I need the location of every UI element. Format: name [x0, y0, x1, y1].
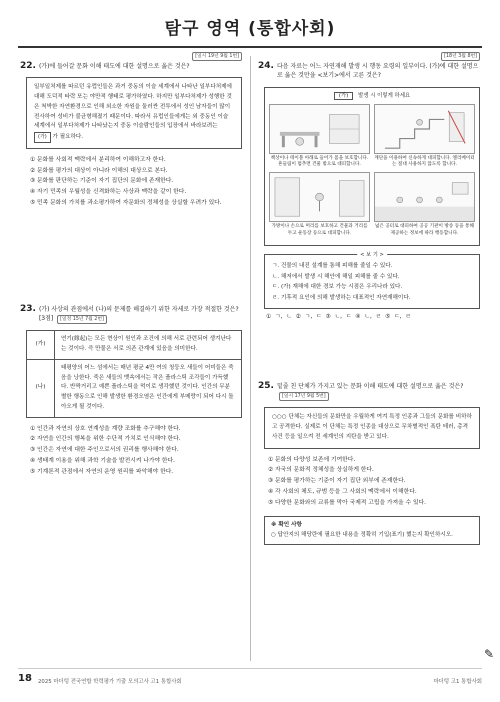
page-header [0, 14, 500, 39]
q24-figure-row-1 [269, 104, 475, 170]
q24-bogi-2: ㄴ. 해저에서 발생 시 해안에 해일 피해를 줄 수 있다. [272, 273, 400, 280]
q24-caption-4: 넓은 공터로 대피하여 공공 기관이 방송 등을 통해 제공하는 정보에 따라 행동합니다. [375, 224, 474, 237]
q24-caption-1: 책상이나 테이블 아래로 들어가 몸을 보호합니다. 흔들림이 멈추면 건물 밖으로 대피합니다. [270, 155, 369, 168]
q25-passage: ○○○ 단체는 자신들의 문화만을 우월하게 여겨 특정 인종과 그들의 문화를 비하하고 공격한다. 실제로 이 단체는 특정 인종을 대상으로 무차별적인 폭탄 테러, 총격 사건 등을 일으켜 전 세계인의 지탄을 받고 있다. [272, 414, 472, 440]
q24-figure-title-text: 발생 시 이렇게 하세요 [358, 92, 411, 99]
q25-choice-4[interactable]: ④ 각 사회의 체도, 규범 등을 그 사회의 맥락에서 이해한다. [268, 488, 417, 495]
q25-choices [268, 455, 480, 509]
page-corner-icon: ✎ [484, 647, 495, 661]
q23-prompt-text: (가) 사상의 관점에서 (나)의 문제를 해결하기 위한 자세로 가장 적절한 것은? [3점] [38, 305, 239, 322]
q23-row-b [27, 359, 242, 417]
q25-prompt-text: 밑줄 친 단체가 가지고 있는 문화 이해 태도에 대한 설명으로 옳은 것은? [276, 382, 464, 390]
q24-panel-2 [374, 104, 475, 170]
q25-choice-3[interactable]: ③ 문화를 평가하는 기준이 자기 집단 외부에 존재한다. [268, 478, 406, 485]
q24-panel-3-illustration [269, 172, 370, 222]
question-24 [258, 54, 480, 322]
q23-number: 23. [20, 303, 36, 314]
q25-choice-1[interactable]: ① 문화의 다양성 보존에 기여한다. [268, 456, 356, 463]
page-number: 18 [18, 673, 32, 684]
q25-choice-5[interactable]: ⑤ 다양한 문화와의 교류를 막아 국제적 고립을 가져올 수 있다. [268, 499, 427, 506]
q24-number: 24. [258, 61, 274, 71]
q22-source-tag: [일시 19년 9월 1번] [192, 52, 242, 61]
q24-bogi-3: ㄷ. (가) 재해에 대한 경보 가능 시점은 우리나라 있다. [272, 284, 403, 291]
q24-figure-label: (가) [334, 92, 353, 100]
q23-prompt [39, 305, 242, 325]
left-column [20, 54, 242, 477]
q23-passage-table [26, 330, 242, 417]
q24-figure-row-2 [269, 172, 475, 238]
q24-bogi-title: < 보 기 > [357, 251, 387, 261]
q24-panel-1-illustration [269, 104, 370, 154]
column-divider [250, 56, 251, 661]
q25-number: 25. [258, 380, 274, 391]
q23-choice-1[interactable]: ① 인간과 자연의 상호 연계성을 계량 조화를 추구해야 한다. [30, 425, 181, 432]
confirm-box [264, 516, 480, 545]
confirm-title: ※ 확인 사항 [271, 522, 302, 529]
q22-choices [30, 155, 242, 209]
q24-answer-choices[interactable]: ① ㄱ, ㄴ ② ㄱ, ㄷ ③ ㄴ, ㄷ ④ ㄴ, ㄹ ⑤ ㄷ, ㄹ [266, 313, 411, 320]
q23-source-tag: [일정 15년 7월 2번] [57, 315, 107, 324]
q23-text-a: 연기(緣起)는 모든 현상이 원인과 조건에 의해 서로 관련되어 생겨난다는 것이다. 즉 만물은 서로 의존 관계에 있음을 의미한다. [55, 331, 242, 360]
q24-bogi-box [264, 254, 480, 309]
q23-choice-4[interactable]: ④ 생태계 이용을 위해 과학 기술을 발전시켜 나가야 한다. [30, 457, 175, 464]
q24-panel-3 [269, 172, 370, 238]
q23-row-a [27, 331, 242, 360]
q22-passage-end: 가 필요하다. [52, 134, 84, 141]
right-column [258, 54, 480, 545]
question-22 [20, 54, 242, 209]
footer-source: 2025 마더텅 전국연합 학력평가 기출 모의고사 고1 통합사회 [38, 679, 182, 685]
q25-source-tag: [일시 17년 9월 5번] [279, 392, 329, 401]
q23-choice-5[interactable]: ⑤ 기계론적 관점에서 자연의 운영 원리를 파악해야 한다. [30, 468, 174, 475]
q24-caption-3: 가방이나 손으로 머리를 보호하고 건물과 거리를 두고 운동장 등으로 대피합니다. [271, 224, 368, 237]
question-23 [20, 305, 242, 478]
q22-blank: (가) [34, 132, 51, 143]
header-rule [18, 46, 482, 48]
q24-bogi-4: ㄹ. 기후적 요인에 의해 발생하는 대표적인 자연재해이다. [272, 295, 411, 302]
q24-figure [264, 87, 480, 247]
q24-panel-4-illustration [374, 172, 475, 222]
q22-passage-box [26, 77, 242, 149]
q24-source-tag: [18년 3월 8번] [441, 52, 480, 61]
question-25 [258, 382, 480, 546]
page-footer [18, 668, 482, 688]
q22-number: 22. [20, 61, 36, 71]
q23-choice-3[interactable]: ③ 인간은 자연에 대한 주인으로서의 권리를 행사해야 한다. [30, 447, 179, 454]
page-title: 탐구 영역 (통합사회) [164, 19, 336, 39]
q23-label-b: (나) [27, 359, 55, 417]
q22-choice-4[interactable]: ④ 자기 민족의 우월성을 신격화하는 사상과 맥락을 같이 한다. [30, 189, 187, 196]
footer-brand: 마더텅 고1 통합사회 [433, 679, 482, 685]
q24-panel-4 [374, 172, 475, 238]
q22-choice-2[interactable]: ② 문화를 평가의 대상이 아니라 이해의 대상으로 본다. [30, 167, 168, 174]
q24-panel-2-illustration [374, 104, 475, 154]
q22-choice-3[interactable]: ③ 문화를 판단하는 기준이 자기 집단의 문화에 존재한다. [30, 178, 174, 185]
q22-passage: 일부일처제를 따르던 유럽인들은 과거 중동의 이슬 세계에서 나타난 일부다처제에 대해 도덕적 타락 또는 야만적 행태로 평가하였다. 하지만 일부다처제가 성행한 것은 척박한 자연환경으로 인해 외소한 자원을 둘러싼 전투에서 성인 남자들이 많이 전사하여 성비가 불균형해졌기 때문이다. 따라서 유럽인들에게는 외 중동인 이슬 세계에서 일부다처제가 나타났는지 중동 이슬람인들의 입장에서 바라보려는 [34, 84, 232, 130]
q22-choice-5[interactable]: ⑤ 민족 문화의 가치를 과소평가하여 자문화의 정체성을 상실할 우려가 있다. [30, 199, 222, 206]
q25-passage-box [264, 407, 480, 448]
q22-choice-1[interactable]: ① 문화를 사회적 맥락에서 분리하여 이해하고자 한다. [30, 156, 166, 163]
q23-choice-2[interactable]: ② 자연을 인간의 행복을 위한 수단적 가치로 인식해야 한다. [30, 436, 181, 443]
q25-choice-2[interactable]: ② 자국의 문화적 정체성을 상실하게 한다. [268, 467, 374, 474]
q23-text-b: 태평양의 어느 섬에서는 매년 평균 4만 여의 청둥오 새들이 어미들은 죽음을 낭한다. 죽은 새들의 뱃속에서는 작은 플라스틱 조각들이 가득했다. 반짝거리고 예쁜 플라스틱을 먹이로 생각했던 것이다. 인간의 무분별한 행동으로 인해 발생한 환경오염은 인간에게 부메랑이 되어 다시 돌아오게 될 것이다. [55, 359, 242, 417]
q24-caption-2: 계단을 이용하여 신속하게 대피합니다. 엘리베이터는 절대 사용하지 않도록 합니다. [374, 155, 475, 168]
q22-prompt: (가)에 들어갈 문화 이해 태도에 대한 설명으로 옳은 것은? [38, 63, 190, 70]
q24-bogi-1: ㄱ. 건물의 내진 설계를 통해 피해를 줄일 수 있다. [272, 263, 393, 270]
q24-figure-title [269, 92, 475, 101]
q24-panel-1 [269, 104, 370, 170]
q24-prompt: 다음 자료는 어느 자연재해 발생 시 행동 요령의 일부이다. (가)에 대한 설명으로 옳은 것만을 <보기>에서 고른 것은? [276, 63, 479, 80]
confirm-text: ○ 답안지의 해당란에 필요한 내용을 정확히 기입(표기) 했는지 확인하시오. [271, 531, 453, 538]
q23-choices [30, 424, 242, 478]
q25-prompt [277, 382, 480, 402]
q23-label-a: (가) [27, 331, 55, 360]
